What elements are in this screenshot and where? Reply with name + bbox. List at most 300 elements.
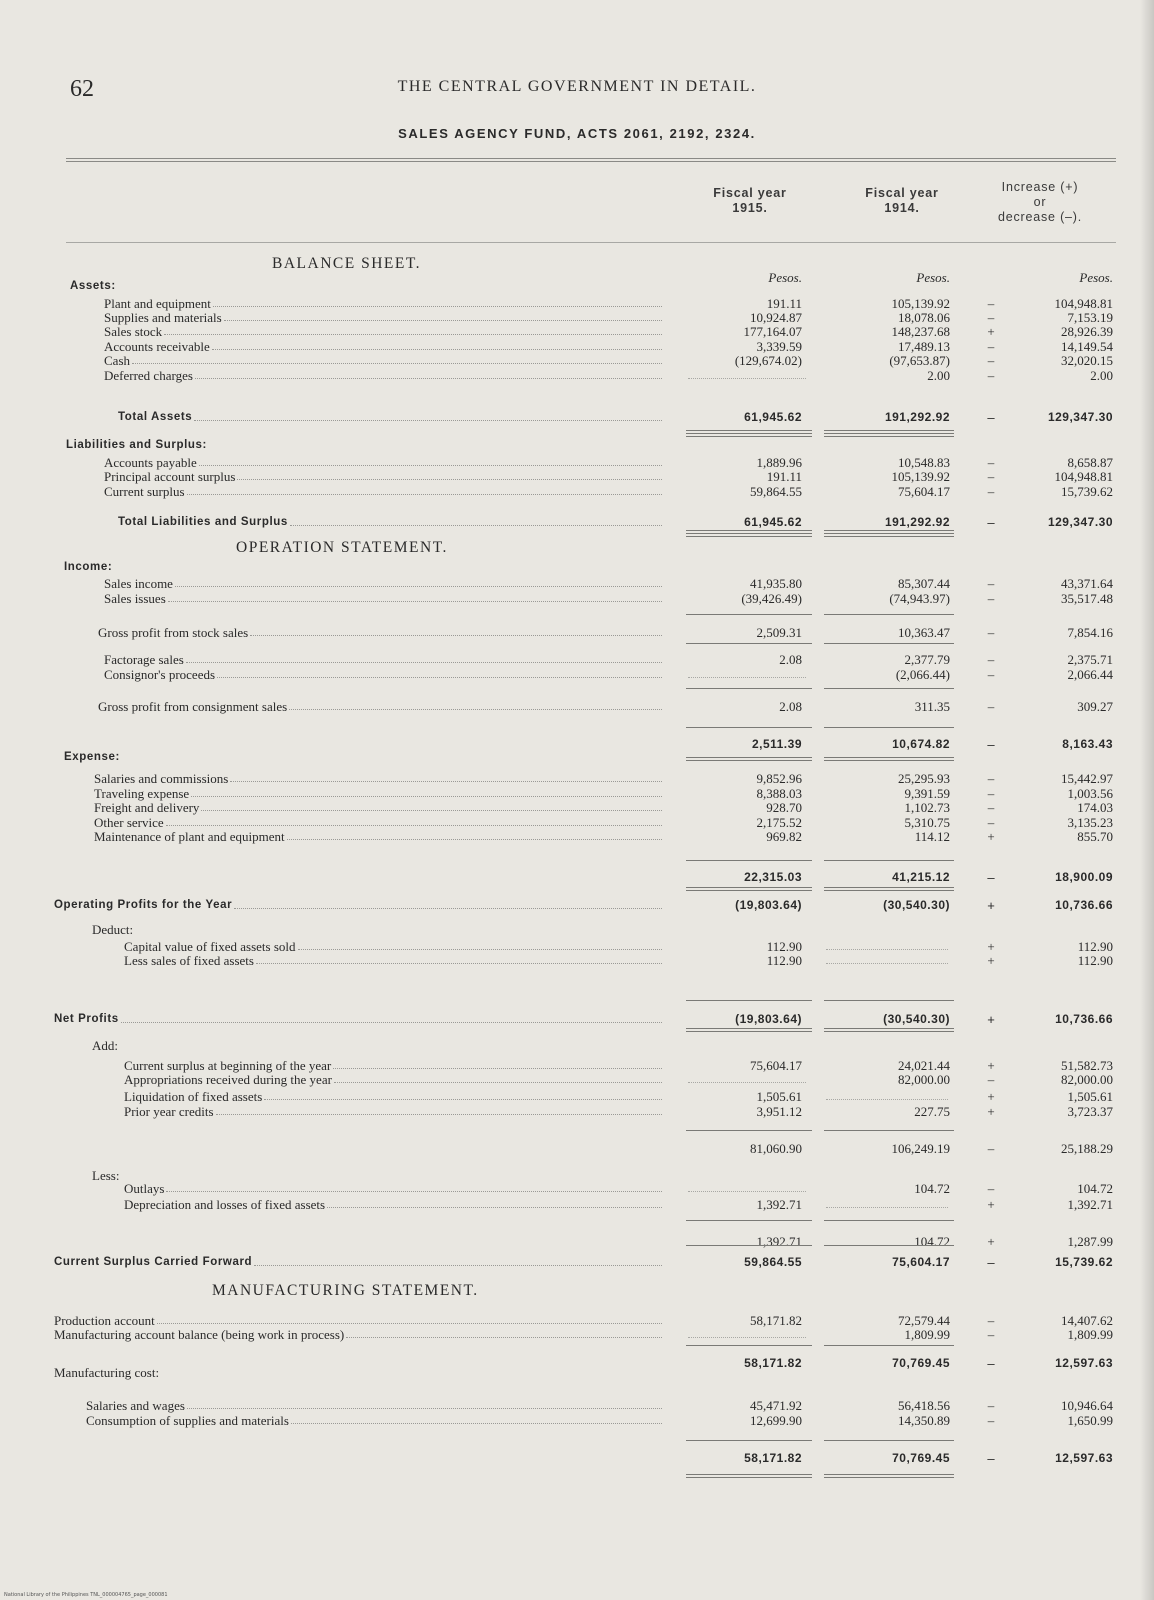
change-sign: – <box>987 667 995 682</box>
section-manufacturing-statement: MANUFACTURING STATEMENT. <box>212 1282 479 1299</box>
column-header-rule <box>66 242 1116 243</box>
fy1915-value: 112.90 <box>766 939 802 954</box>
change-value: 12,597.63 <box>1055 1356 1113 1370</box>
leader-dots <box>195 378 662 379</box>
total-rule <box>686 536 812 537</box>
table-row <box>0 898 1154 913</box>
change-value: 1,287.99 <box>1067 1234 1113 1249</box>
double-total-rule <box>686 530 812 534</box>
change-sign: + <box>987 939 995 954</box>
change-value: 14,407.62 <box>1061 1313 1113 1328</box>
table-row <box>0 1327 1154 1342</box>
fy1915-value: 3,951.12 <box>756 1104 802 1119</box>
fy1915-value: 61,945.62 <box>744 410 802 424</box>
table-row <box>0 737 1154 752</box>
change-sign: – <box>987 1451 995 1466</box>
change-sign: – <box>987 870 995 885</box>
fy1915-value: 1,392.71 <box>756 1197 802 1212</box>
table-row <box>0 368 1154 383</box>
total-rule <box>824 1130 954 1131</box>
total-rule <box>686 688 812 689</box>
change-value: 104.72 <box>1077 1181 1113 1196</box>
change-sign: – <box>987 1141 995 1156</box>
double-total-rule <box>686 887 812 891</box>
column-header-change: Increase (+) or decrease (–). <box>997 180 1083 224</box>
fy1915-value: 61,945.62 <box>744 515 802 529</box>
double-total-rule <box>824 757 954 761</box>
change-value: 1,809.99 <box>1067 1327 1113 1342</box>
leader-dots <box>164 334 662 335</box>
header-rule <box>66 161 1116 162</box>
empty-cell-dots <box>688 1082 806 1083</box>
change-value: 43,371.64 <box>1061 576 1113 591</box>
fy1915-value: 2,509.31 <box>756 625 802 640</box>
double-total-rule <box>686 1474 812 1478</box>
page-number: 62 <box>70 76 94 102</box>
table-row <box>0 410 1154 425</box>
subhead-less: Less: <box>92 1168 120 1183</box>
table-row <box>0 1451 1154 1466</box>
total-rule <box>824 536 954 537</box>
total-rule <box>686 1345 812 1346</box>
fy1914-value: 75,604.17 <box>892 1255 950 1269</box>
table-row <box>0 1413 1154 1428</box>
fy1914-value: 104.72 <box>914 1234 950 1249</box>
table-row <box>0 829 1154 844</box>
change-value: 3,135.23 <box>1067 815 1113 830</box>
fy1915-value: 58,171.82 <box>744 1451 802 1465</box>
table-row <box>0 515 1154 530</box>
table-row <box>0 625 1154 640</box>
change-sign: – <box>987 699 995 714</box>
fy1914-value: (30,540.30) <box>883 1012 950 1026</box>
fy1914-value: 311.35 <box>914 699 950 714</box>
table-row <box>0 771 1154 786</box>
fy1914-value: 25,295.93 <box>898 771 950 786</box>
change-sign: – <box>987 1181 995 1196</box>
fy1915-value: 8,388.03 <box>756 786 802 801</box>
fy1914-value: 75,604.17 <box>898 484 950 499</box>
leader-dots <box>157 1323 662 1324</box>
fy1915-value: 59,864.55 <box>744 1255 802 1269</box>
empty-cell-dots <box>688 677 806 678</box>
fy1915-value: 2,511.39 <box>751 737 802 751</box>
empty-cell-dots <box>826 963 948 964</box>
change-sign: – <box>987 484 995 499</box>
fy1914-value: 191,292.92 <box>884 410 950 424</box>
fy1914-value: 70,769.45 <box>892 1451 950 1465</box>
leader-dots <box>166 1191 662 1192</box>
total-rule <box>686 1000 812 1001</box>
total-rule <box>686 727 812 728</box>
fy1915-value: 22,315.03 <box>744 870 802 884</box>
double-total-rule <box>824 530 954 534</box>
page-binding-edge <box>1140 0 1154 1600</box>
row-label: Salaries and commissions <box>94 771 229 786</box>
leader-dots <box>334 1082 662 1083</box>
change-value: 15,739.62 <box>1055 1255 1113 1269</box>
table-row <box>0 1255 1154 1270</box>
units-label: Pesos. <box>768 270 802 285</box>
change-sign: – <box>987 737 995 752</box>
change-sign: – <box>987 815 995 830</box>
row-label: Less sales of fixed assets <box>124 953 254 968</box>
change-value: 3,723.37 <box>1067 1104 1113 1119</box>
change-value: 309.27 <box>1077 699 1113 714</box>
total-rule <box>824 688 954 689</box>
total-rule <box>824 1245 954 1246</box>
fy1914-value: (97,653.87) <box>889 353 950 368</box>
change-value: 1,650.99 <box>1067 1413 1113 1428</box>
table-row <box>0 1234 1154 1249</box>
fy1914-value: 148,237.68 <box>891 324 950 339</box>
change-sign: – <box>987 1356 995 1371</box>
change-sign: – <box>987 1327 995 1342</box>
change-sign: + <box>987 1234 995 1249</box>
total-rule <box>824 436 954 437</box>
change-value: 174.03 <box>1077 800 1113 815</box>
row-label: Appropriations received during the year <box>124 1072 332 1087</box>
fy1915-value: (19,803.64) <box>735 898 802 912</box>
change-value: 10,736.66 <box>1055 1012 1113 1026</box>
total-rule <box>686 1245 812 1246</box>
table-row <box>0 953 1154 968</box>
change-value: 51,582.73 <box>1061 1058 1113 1073</box>
group-assets: Assets: <box>70 280 116 292</box>
total-rule <box>824 1220 954 1221</box>
row-label: Sales stock <box>104 324 163 339</box>
change-value: 7,153.19 <box>1067 310 1113 325</box>
change-sign: – <box>987 455 995 470</box>
change-value: 855.70 <box>1077 829 1113 844</box>
empty-cell-dots <box>688 1337 806 1338</box>
empty-cell-dots <box>688 378 806 379</box>
change-sign: – <box>987 296 995 311</box>
fy1915-value: 75,604.17 <box>750 1058 802 1073</box>
table-row <box>0 469 1154 484</box>
row-label: Production account <box>54 1313 155 1328</box>
leader-dots <box>213 306 662 307</box>
total-rule <box>686 860 812 861</box>
change-value: 2,375.71 <box>1067 652 1113 667</box>
fy1915-value: 928.70 <box>766 800 802 815</box>
change-sign: – <box>987 410 995 425</box>
leader-dots <box>212 349 662 350</box>
leader-dots <box>132 363 662 364</box>
group-liabilities: Liabilities and Surplus: <box>66 439 207 451</box>
change-value: 1,392.71 <box>1067 1197 1113 1212</box>
empty-cell-dots <box>826 1207 948 1208</box>
change-value: 129,347.30 <box>1047 515 1113 529</box>
fy1914-value: 10,363.47 <box>898 625 950 640</box>
leader-dots <box>194 420 662 421</box>
table-row <box>0 1181 1154 1196</box>
row-label: Consignor's proceeds <box>104 667 216 682</box>
running-head: THE CENTRAL GOVERNMENT IN DETAIL. <box>397 78 757 95</box>
change-sign: – <box>987 625 995 640</box>
fy1915-value: 177,164.07 <box>743 324 802 339</box>
subhead-add: Add: <box>92 1038 118 1053</box>
change-sign: + <box>987 324 995 339</box>
leader-dots <box>254 1265 662 1266</box>
leader-dots <box>234 908 662 909</box>
change-sign: – <box>987 1072 995 1087</box>
row-label: Current Surplus Carried Forward <box>54 1256 253 1268</box>
fy1914-value: 56,418.56 <box>898 1398 950 1413</box>
leader-dots <box>333 1068 662 1069</box>
row-label: Prior year credits <box>124 1104 214 1119</box>
change-sign: + <box>987 829 995 844</box>
change-sign: – <box>987 576 995 591</box>
table-row <box>0 800 1154 815</box>
fy1914-value: 1,809.99 <box>904 1327 950 1342</box>
change-sign: – <box>987 368 995 383</box>
fy1914-value: 17,489.13 <box>898 339 950 354</box>
row-label: Total Assets <box>118 411 193 423</box>
row-label: Outlays <box>124 1181 165 1196</box>
table-row <box>0 870 1154 885</box>
change-sign: – <box>987 1313 995 1328</box>
fy1915-value: 2,175.52 <box>756 815 802 830</box>
row-label: Depreciation and losses of fixed assets <box>124 1197 326 1212</box>
change-sign: – <box>987 652 995 667</box>
fy1914-value: 9,391.59 <box>904 786 950 801</box>
total-rule <box>824 614 954 615</box>
change-sign: + <box>987 1104 995 1119</box>
subhead-deduct: Deduct: <box>92 922 134 937</box>
row-label: Principal account surplus <box>104 469 236 484</box>
column-header-fy1914: Fiscal year 1914. <box>865 186 939 215</box>
double-total-rule <box>824 430 954 434</box>
row-label: Gross profit from stock sales <box>98 625 249 640</box>
total-rule <box>686 1220 812 1221</box>
row-label: Plant and equipment <box>104 296 211 311</box>
table-row <box>0 1058 1154 1073</box>
change-value: 1,505.61 <box>1067 1089 1113 1104</box>
fy1914-value: (2,066.44) <box>895 667 950 682</box>
fy1914-value: 106,249.19 <box>891 1141 950 1156</box>
change-sign: – <box>987 800 995 815</box>
change-value: 112.90 <box>1077 953 1113 968</box>
fy1914-value: 70,769.45 <box>892 1356 950 1370</box>
empty-cell-dots <box>826 949 948 950</box>
change-value: 10,736.66 <box>1055 898 1113 912</box>
leader-dots <box>256 963 662 964</box>
fy1914-value: 104.72 <box>914 1181 950 1196</box>
fy1914-value: 24,021.44 <box>898 1058 950 1073</box>
fy1915-value: 58,171.82 <box>750 1313 802 1328</box>
change-sign: – <box>987 339 995 354</box>
double-total-rule <box>824 1028 954 1032</box>
leader-dots <box>250 635 662 636</box>
change-value: 129,347.30 <box>1047 410 1113 424</box>
leader-dots <box>237 479 662 480</box>
double-total-rule <box>686 430 812 434</box>
change-sign: – <box>987 786 995 801</box>
table-row <box>0 576 1154 591</box>
fy1915-value: (39,426.49) <box>741 591 802 606</box>
leader-dots <box>121 1022 662 1023</box>
table-row <box>0 786 1154 801</box>
change-sign: + <box>987 1012 995 1027</box>
fy1915-value: 191.11 <box>766 469 802 484</box>
row-label: Capital value of fixed assets sold <box>124 939 296 954</box>
total-rule <box>824 1345 954 1346</box>
table-row <box>0 652 1154 667</box>
fy1914-value: 105,139.92 <box>891 469 950 484</box>
fy1915-value: 58,171.82 <box>744 1356 802 1370</box>
total-rule <box>686 643 812 644</box>
change-value: 8,658.87 <box>1067 455 1113 470</box>
fy1914-value: 1,102.73 <box>904 800 950 815</box>
fy1914-value: 72,579.44 <box>898 1313 950 1328</box>
leader-dots <box>264 1099 662 1100</box>
row-label: Factorage sales <box>104 652 184 667</box>
table-row <box>0 1072 1154 1087</box>
table-row <box>0 1141 1154 1156</box>
fy1914-value: (30,540.30) <box>883 898 950 912</box>
row-label: Freight and delivery <box>94 800 200 815</box>
fy1914-value: 82,000.00 <box>898 1072 950 1087</box>
change-value: 15,739.62 <box>1061 484 1113 499</box>
table-row <box>0 324 1154 339</box>
table-row <box>0 815 1154 830</box>
table-row <box>0 455 1154 470</box>
double-total-rule <box>824 887 954 891</box>
change-value: 112.90 <box>1077 939 1113 954</box>
fy1915-value: 191.11 <box>766 296 802 311</box>
fy1914-value: 105,139.92 <box>891 296 950 311</box>
fy1915-value: 2.08 <box>779 699 802 714</box>
change-value: 8,163.43 <box>1062 737 1113 751</box>
fy1915-value: 81,060.90 <box>750 1141 802 1156</box>
fy1914-value: 41,215.12 <box>892 870 950 884</box>
fy1914-value: (74,943.97) <box>889 591 950 606</box>
leader-dots <box>289 709 662 710</box>
total-rule <box>824 1000 954 1001</box>
table-row <box>0 310 1154 325</box>
total-rule <box>686 1130 812 1131</box>
change-sign: – <box>987 353 995 368</box>
fy1914-value: 14,350.89 <box>898 1413 950 1428</box>
row-label: Maintenance of plant and equipment <box>94 829 285 844</box>
leader-dots <box>175 586 662 587</box>
group-income: Income: <box>64 561 113 573</box>
row-label: Current surplus <box>104 484 185 499</box>
table-row <box>0 339 1154 354</box>
fy1914-value: 114.12 <box>914 829 950 844</box>
change-sign: – <box>987 469 995 484</box>
table-row <box>0 1313 1154 1328</box>
row-label: Total Liabilities and Surplus <box>118 516 288 528</box>
total-rule <box>824 1440 954 1441</box>
change-sign: + <box>987 1197 995 1212</box>
fy1914-value: 10,548.83 <box>898 455 950 470</box>
row-label: Sales issues <box>104 591 166 606</box>
change-sign: – <box>987 310 995 325</box>
table-row <box>0 1197 1154 1212</box>
fy1915-value: 41,935.80 <box>750 576 802 591</box>
fy1915-value: 112.90 <box>766 953 802 968</box>
leader-dots <box>327 1207 662 1208</box>
units-label: Pesos. <box>1079 270 1113 285</box>
change-value: 2,066.44 <box>1067 667 1113 682</box>
leader-dots <box>298 949 663 950</box>
change-sign: + <box>987 1089 995 1104</box>
row-label: Deferred charges <box>104 368 193 383</box>
change-sign: – <box>987 771 995 786</box>
header-rule <box>66 158 1116 159</box>
table-row <box>0 1089 1154 1104</box>
double-total-rule <box>686 1028 812 1032</box>
fy1915-value: 2.08 <box>779 652 802 667</box>
change-value: 25,188.29 <box>1061 1141 1113 1156</box>
units-label: Pesos. <box>916 270 950 285</box>
row-label: Manufacturing account balance (being work in process) <box>54 1327 345 1342</box>
fy1915-value: 3,339.59 <box>756 339 802 354</box>
table-row <box>0 591 1154 606</box>
empty-cell-dots <box>688 1191 806 1192</box>
subhead-manufacturing-cost: Manufacturing cost: <box>54 1365 160 1380</box>
fy1915-value: 10,924.87 <box>750 310 802 325</box>
change-sign: – <box>987 1255 995 1270</box>
empty-cell-dots <box>826 1099 948 1100</box>
row-label: Salaries and wages <box>86 1398 185 1413</box>
row-label: Sales income <box>104 576 173 591</box>
double-total-rule <box>824 1474 954 1478</box>
leader-dots <box>166 825 662 826</box>
leader-dots <box>287 839 662 840</box>
leader-dots <box>291 1423 662 1424</box>
fy1915-value: 1,505.61 <box>756 1089 802 1104</box>
fy1914-value: 5,310.75 <box>904 815 950 830</box>
row-label: Other service <box>94 815 164 830</box>
change-value: 32,020.15 <box>1061 353 1113 368</box>
leader-dots <box>346 1337 662 1338</box>
row-label: Liquidation of fixed assets <box>124 1089 263 1104</box>
fy1915-value: 12,699.90 <box>750 1413 802 1428</box>
fy1915-value: 9,852.96 <box>756 771 802 786</box>
row-label: Net Profits <box>54 1013 119 1025</box>
double-total-rule <box>686 757 812 761</box>
row-label: Current surplus at beginning of the year <box>124 1058 332 1073</box>
row-label: Traveling expense <box>94 786 190 801</box>
group-expense: Expense: <box>64 751 120 763</box>
table-row <box>0 1356 1154 1371</box>
table-row <box>0 939 1154 954</box>
table-row <box>0 1012 1154 1027</box>
row-label: Consumption of supplies and materials <box>86 1413 289 1428</box>
table-row <box>0 1398 1154 1413</box>
row-label: Gross profit from consignment sales <box>98 699 288 714</box>
change-value: 10,946.64 <box>1061 1398 1113 1413</box>
table-row <box>0 699 1154 714</box>
change-sign: – <box>987 515 995 530</box>
fy1914-value: 85,307.44 <box>898 576 950 591</box>
fy1915-value: 45,471.92 <box>750 1398 802 1413</box>
section-operation-statement: OPERATION STATEMENT. <box>236 539 448 556</box>
fund-title: SALES AGENCY FUND, ACTS 2061, 2192, 2324. <box>398 126 756 141</box>
fy1915-value: 1,889.96 <box>756 455 802 470</box>
change-value: 104,948.81 <box>1054 469 1113 484</box>
change-sign: – <box>987 591 995 606</box>
leader-dots <box>187 494 662 495</box>
fy1915-value: 969.82 <box>766 829 802 844</box>
leader-dots <box>201 810 662 811</box>
fy1915-value: (19,803.64) <box>735 1012 802 1026</box>
change-sign: – <box>987 1398 995 1413</box>
change-value: 104,948.81 <box>1054 296 1113 311</box>
